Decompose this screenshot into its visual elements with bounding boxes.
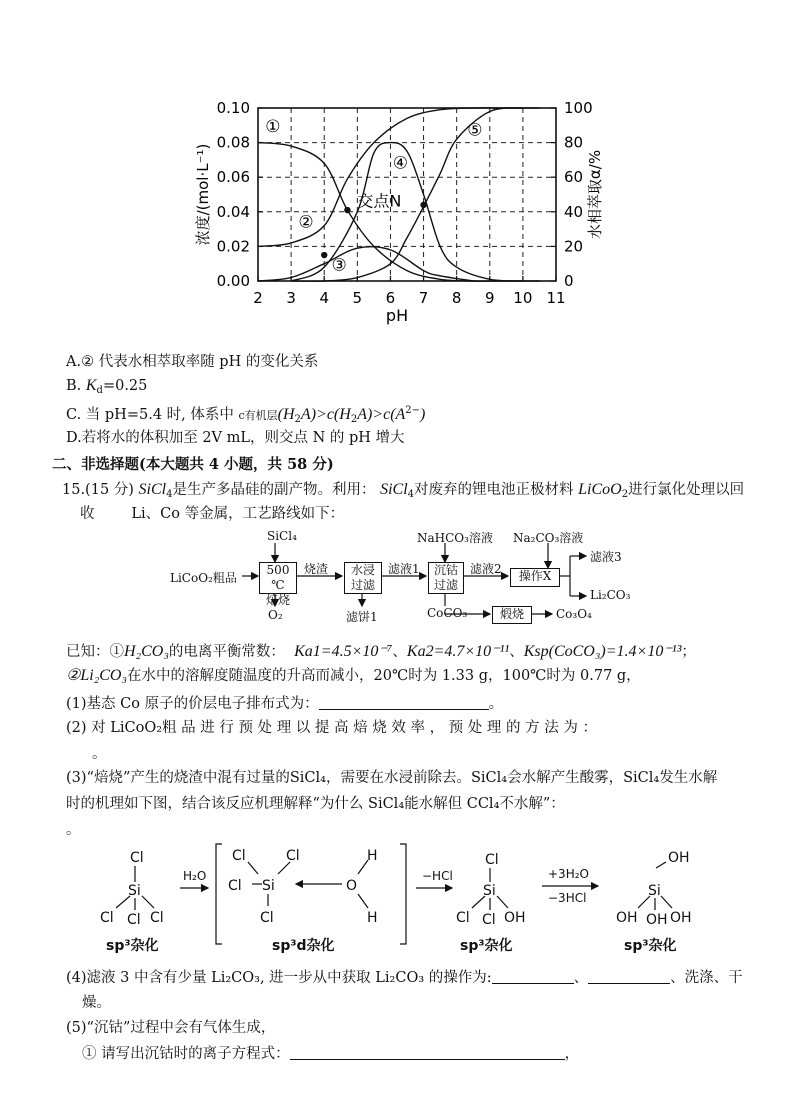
mech-plus-3h2o: +3H₂O [548,867,589,881]
flow-filtrate1: 滤液1 [388,562,420,576]
flow-li2co3: Li₂CO₃ [590,588,631,602]
flow-sicl4: SiCl₄ [267,529,297,543]
known-2: ②Li₂CO₃在水中的溶解度随温度的升高而减小，20℃时为 1.33 g，100℃时为 0.77 g， [66,667,641,684]
plot-frame [258,108,556,281]
y-right-tick-label: 60 [564,168,584,187]
y-left-tick-label: 0.00 [216,272,250,290]
mech-h-bottom: H [367,910,378,926]
x-tick-label: 8 [451,289,462,307]
mech-m1-cl-left: Cl [100,910,114,926]
mech-minus-hcl: −HCl [422,869,453,883]
mech-h2o-label: H₂O [183,869,207,883]
curve-label-3: ③ [331,255,347,276]
intersection-point [344,207,350,213]
question-5-1: ① 请写出沉钴时的离子方程式： ， [82,1046,580,1062]
question-3-line1: (3)“焙烧”产生的烧渣中混有过量的SiCl₄，需要在水浸前除去。SiCl₄会水解产生酸雾，SiCl₄发生水解 [66,770,718,786]
flow-residue: 滤饼1 [346,610,378,624]
mech-m1-cl-top: Cl [130,850,144,866]
curve-label-4: ④ [392,153,409,174]
mech-m2-cl-d: Cl [260,910,274,926]
intersection-N-label: 交点N [357,191,402,211]
mech-m4-oh-right: OH [670,910,692,926]
mech-minus-3hcl: −3HCl [548,891,587,905]
x-tick-label: 11 [546,289,566,307]
chart-labels [265,117,482,275]
flow-o2: O₂ [268,608,283,622]
question-5: (5)“沉钴”过程中会有气体生成， [66,1020,276,1036]
flow-na2co3: Na₂CO₃溶液 [513,531,584,545]
flow-nahco3: NaHCO₃溶液 [417,531,493,545]
question-4: (4)滤液 3 中含有少量 Li₂CO₃, 进一步从中获取 Li₂CO₃ 的操作为: 、 、洗涤、干 [66,970,743,986]
mech-m3-cl-mid: Cl [482,912,496,928]
y-left-tick-label: 0.02 [216,237,250,256]
y-left-axis-label: 浓度/(mol·L⁻¹) [194,143,212,246]
intersection-point [321,252,327,258]
y-right-tick-label: 100 [564,99,593,117]
flow-coco3: CoCO₃ [427,606,468,620]
y-right-tick-label: 40 [564,202,584,221]
mech-m4-oh-mid: OH [646,912,668,928]
x-tick-label: 5 [352,289,363,307]
mech-label-sp3-1: sp³杂化 [106,938,159,954]
flow-co3o4: Co₃O₄ [556,607,592,621]
q15-intro-line2: 收 Li、Co 等金属，工艺路线如下： [80,506,345,522]
mech-m4-oh-left: OH [616,910,638,926]
question-4-end: 燥。 [82,995,111,1011]
y-right-tick-label: 80 [564,133,584,152]
y-left-tick-label: 0.06 [216,168,250,187]
x-axis-label: pH [385,306,409,325]
y-left-tick-label: 0.08 [216,133,250,152]
mech-m3-cl-top: Cl [485,852,499,868]
flow-box-leach: 水浸 过滤 [344,562,382,594]
flow-box-roast: 500 ℃ 焙烧 [259,562,297,594]
flow-box-cobalt: 沉钴 过滤 [428,562,464,594]
y-left-tick-label: 0.10 [216,99,250,117]
chart-axes [194,99,604,325]
curve-label-2: ② [298,212,314,233]
flow-filtrate3: 滤液3 [590,550,622,564]
mech-m3-cl-left: Cl [456,910,470,926]
question-3-end: 。 [66,822,81,838]
x-tick-label: 9 [485,289,495,307]
mech-label-sp3-2: sp³杂化 [460,938,513,954]
section-heading: 二、非选择题(本大题共 4 小题，共 58 分) [52,456,334,473]
mech-o: O [346,878,358,894]
q15-intro: 15.(15 分) SiCl$_4$是生产多晶硅的副产物。利用： SiCl$_4$对废弃的锂电池正极材料 LiCoO$_2$进行氯化处理以回 [62,481,745,500]
option-a: A.② 代表水相萃取率随 pH 的变化关系 [66,354,319,370]
y-left-tick-label: 0.04 [216,202,250,221]
mech-label-sp3-3: sp³杂化 [624,938,677,954]
x-tick-label: 6 [385,289,396,307]
question-1: (1)基态 Co 原子的价层电子排布式为： 。 [66,696,504,712]
flow-box-opx: 操作X [510,568,560,587]
x-tick-label: 3 [286,289,296,307]
mech-m3-oh: OH [504,910,526,926]
flow-filtrate2: 滤液2 [470,562,502,576]
mech-m4-oh-top: OH [668,850,690,866]
x-tick-label: 2 [253,289,263,307]
curve-label-1: ① [265,117,281,138]
question-2: (2) 对 LiCoO₂粗 品 进 行 预 处 理 以 提 高 焙 烧 效 率 ， 预 处 理 的 方 法 为 ： [66,720,597,736]
hydrolysis-mechanism [90,838,710,960]
mech-m1-cl-right: Cl [150,910,164,926]
chart-grid [258,108,556,281]
question-2-end: 。 [92,746,107,762]
mech-m3-si: Si [483,883,496,899]
known-1: 已知：①H₂CO₃的电离平衡常数： Ka1=4.5×10⁻⁷、Ka2=4.7×10⁻¹¹、Ksp(CoCO₃)=1.4×10⁻¹³； [66,643,696,660]
mech-label-sp3d: sp³d杂化 [272,938,335,954]
mech-h-top: H [367,848,378,864]
y-right-tick-label: 0 [564,272,574,290]
option-d: D.若将水的体积加至 2V mL，则交点 N 的 pH 增大 [66,430,405,446]
process-flow-diagram [170,526,690,636]
mech-m1-cl-mid: Cl [127,912,141,928]
curve-label-5: ⑤ [467,120,483,141]
mech-m2-cl-a: Cl [232,848,246,864]
option-c: C. 当 pH=5.4 时, 体系中 c有机层$(H_2A)>c(H_2A)>c(A^{2-})$ [66,405,426,425]
y-right-tick-label: 20 [564,237,584,256]
flow-slag: 烧渣 [304,562,329,576]
option-b: B. $K_d=0.25$ [66,377,148,396]
question-3-line2: 时的机理如下图，结合该反应机理解释“为什么 SiCl₄能水解但 CCl₄不水解”： [66,796,565,812]
mech-m2-cl-b: Cl [286,848,300,864]
flow-raw: LiCoO₂粗品 [170,571,237,585]
mech-m1-si: Si [128,883,141,899]
y-right-axis-label: 水相萃取α/% [586,149,604,240]
intersection-point [420,202,426,208]
mech-m2-si: Si [262,878,275,894]
x-tick-label: 7 [418,289,429,307]
x-tick-label: 10 [513,289,533,307]
concentration-ph-chart [180,88,620,346]
flow-box-calcine: 煅烧 [492,606,532,624]
x-tick-label: 4 [319,289,329,307]
mech-m2-cl-c: Cl [228,878,242,894]
mech-m4-si: Si [648,883,661,899]
